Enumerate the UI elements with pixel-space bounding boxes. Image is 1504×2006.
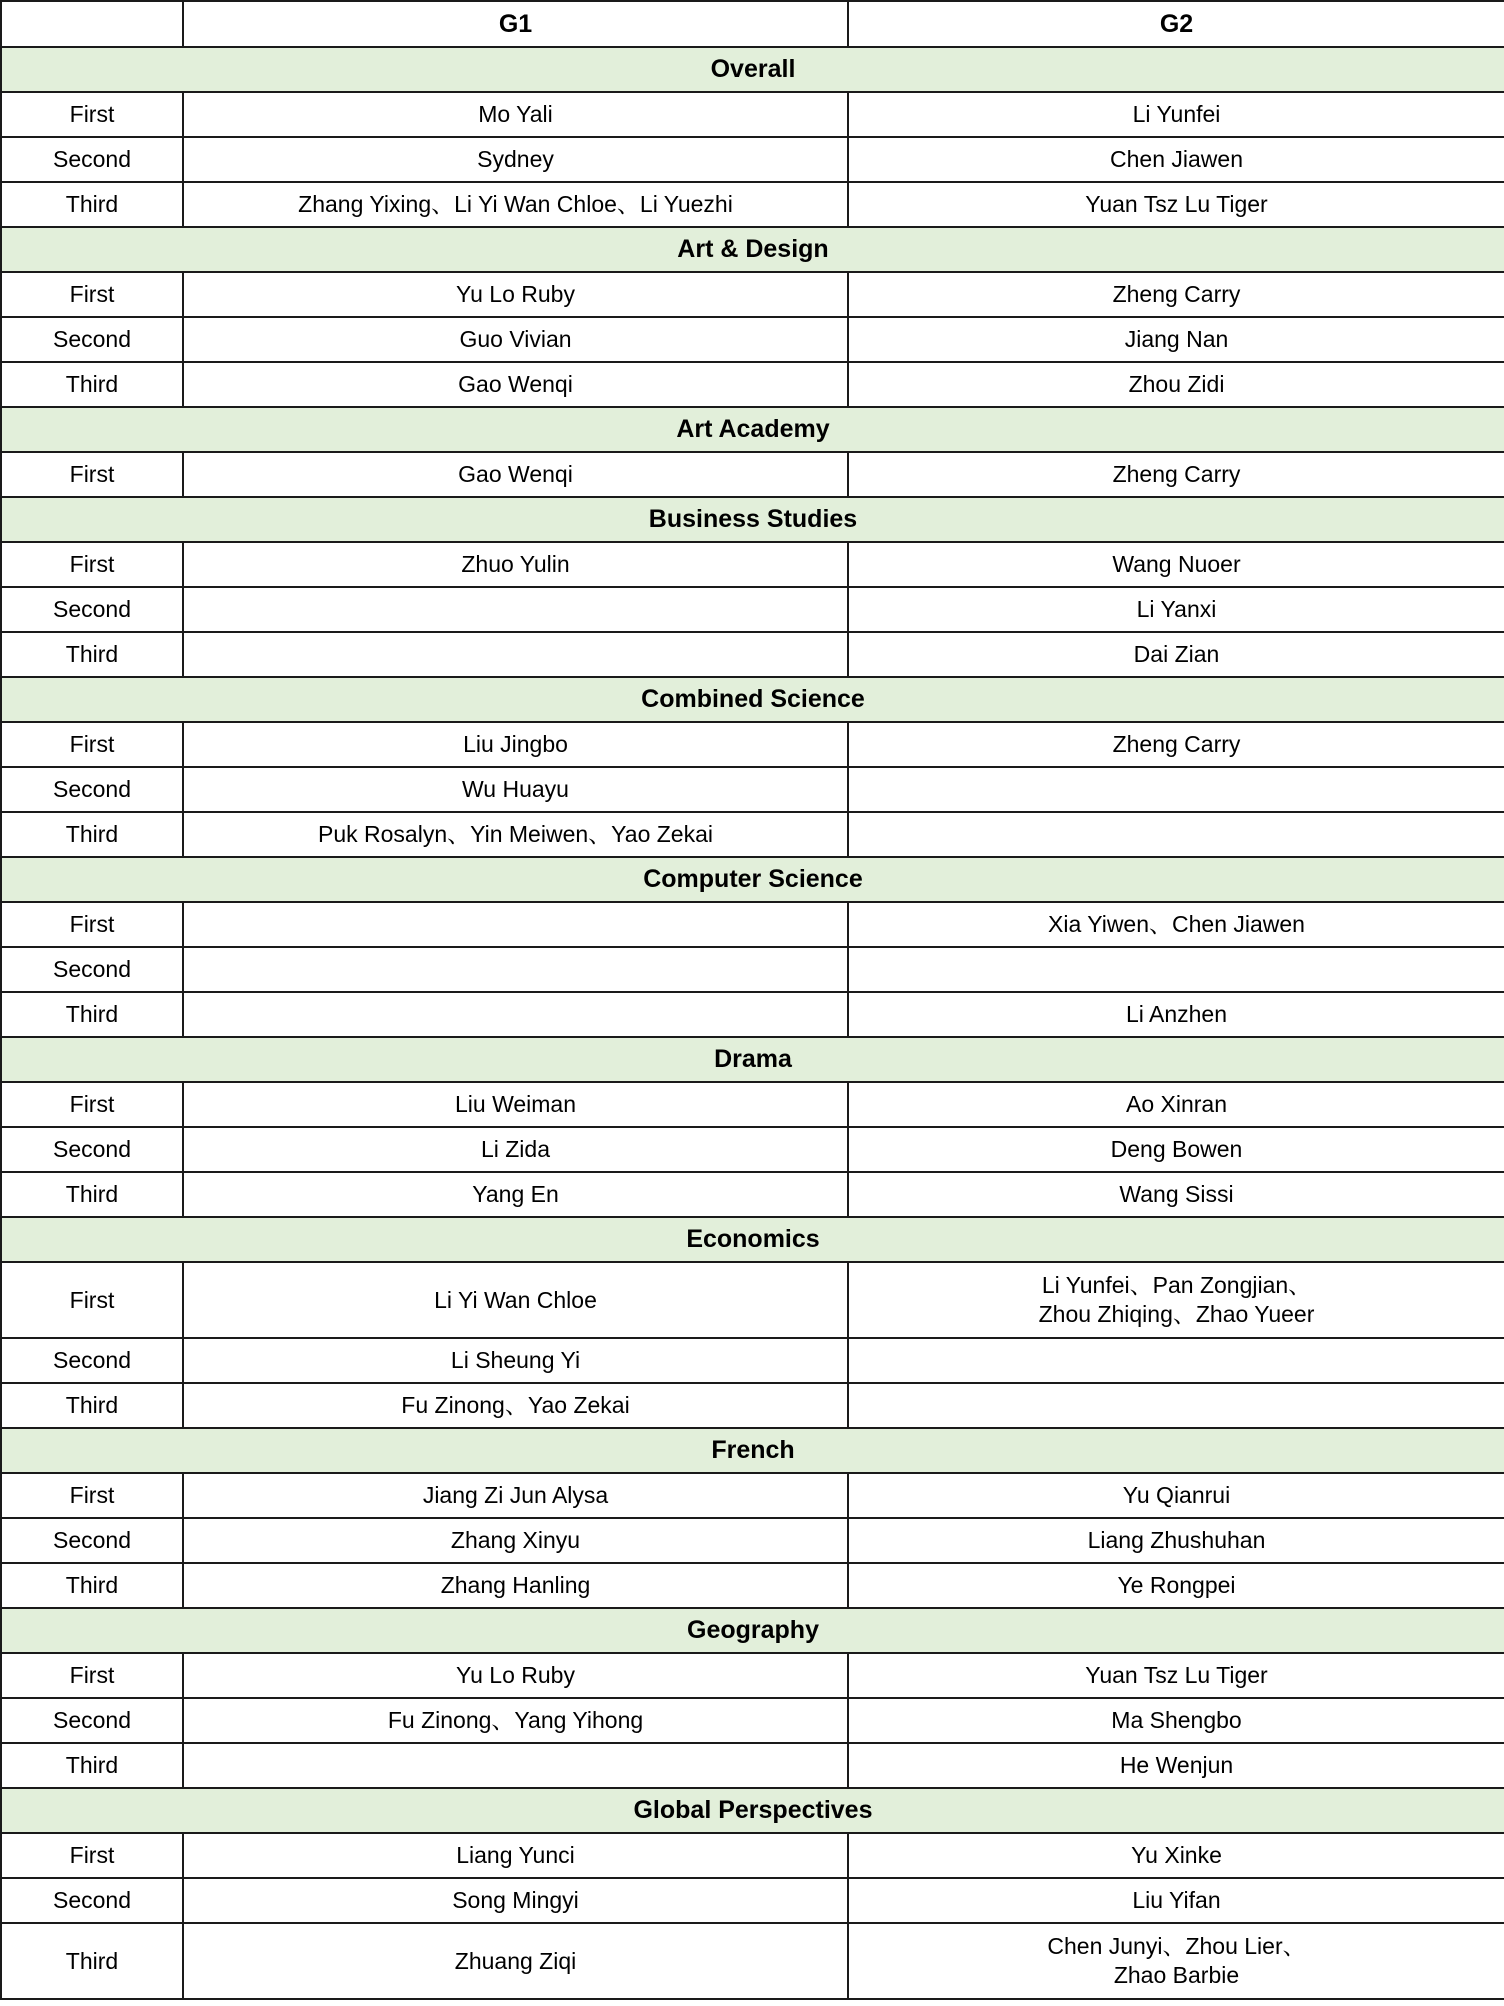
rank-cell: Third [1,1743,183,1788]
award-row [1,1338,1504,1383]
category-row [1,1217,1504,1262]
g1-winners-cell: Liu Weiman [183,1082,848,1127]
award-row [1,632,1504,677]
rank-cell: Third [1,812,183,857]
g2-winners-cell: Jiang Nan [848,317,1504,362]
category-row [1,227,1504,272]
g2-winners-cell: Ma Shengbo [848,1698,1504,1743]
award-row [1,182,1504,227]
rank-cell: First [1,722,183,767]
g2-winners-cell: Ye Rongpei [848,1563,1504,1608]
g1-winners-cell: Yang En [183,1172,848,1217]
rank-cell: Second [1,767,183,812]
award-row [1,137,1504,182]
rank-cell: Second [1,587,183,632]
award-row [1,1923,1504,1999]
g2-winners-cell: Zheng Carry [848,722,1504,767]
header-row [1,1,1504,47]
rank-cell: Third [1,362,183,407]
award-row [1,92,1504,137]
award-row [1,767,1504,812]
rank-cell: Third [1,1172,183,1217]
g1-winners-cell: Zhuo Yulin [183,542,848,587]
g1-winners-cell [183,947,848,992]
category-row [1,677,1504,722]
header-g1-cell: G1 [183,1,848,47]
g2-winners-cell: Li Yanxi [848,587,1504,632]
rank-cell: Second [1,1518,183,1563]
g2-winners-cell: Ao Xinran [848,1082,1504,1127]
rank-cell: Third [1,1923,183,1999]
g2-winners-cell: Chen Jiawen [848,137,1504,182]
g1-winners-cell: Fu Zinong、Yang Yihong [183,1698,848,1743]
g2-winners-cell: Dai Zian [848,632,1504,677]
g1-winners-cell: Wu Huayu [183,767,848,812]
g1-winners-cell [183,992,848,1037]
g2-winners-cell [848,1383,1504,1428]
category-title: Art & Design [1,227,1504,272]
g1-winners-cell [183,632,848,677]
g2-winners-cell: Yu Xinke [848,1833,1504,1878]
g2-winners-cell: Wang Sissi [848,1172,1504,1217]
award-row [1,812,1504,857]
award-row [1,1698,1504,1743]
g2-winners-cell: Yuan Tsz Lu Tiger [848,1653,1504,1698]
rank-cell: First [1,272,183,317]
category-title: Geography [1,1608,1504,1653]
category-row [1,1788,1504,1833]
category-title: Drama [1,1037,1504,1082]
award-row [1,1082,1504,1127]
rank-cell: First [1,1473,183,1518]
g1-winners-cell: Puk Rosalyn、Yin Meiwen、Yao Zekai [183,812,848,857]
g1-winners-cell: Guo Vivian [183,317,848,362]
g1-winners-cell: Jiang Zi Jun Alysa [183,1473,848,1518]
g1-winners-cell: Fu Zinong、Yao Zekai [183,1383,848,1428]
g2-winners-cell: Zheng Carry [848,452,1504,497]
g1-winners-cell: Yu Lo Ruby [183,1653,848,1698]
category-title: Computer Science [1,857,1504,902]
rank-cell: Second [1,1127,183,1172]
g1-winners-cell [183,1743,848,1788]
g1-winners-cell: Zhang Xinyu [183,1518,848,1563]
g1-winners-cell: Gao Wenqi [183,452,848,497]
g1-winners-cell [183,587,848,632]
category-row [1,47,1504,92]
awards-table-body [1,1,1504,1999]
g2-winners-cell [848,1923,1504,1999]
category-row [1,1037,1504,1082]
g2-winners-cell: Zheng Carry [848,272,1504,317]
award-row [1,1518,1504,1563]
award-row [1,542,1504,587]
g1-winners-cell: Li Sheung Yi [183,1338,848,1383]
award-row [1,1383,1504,1428]
winner-line: Zhao Barbie [1113,1962,1240,1988]
header-g2-cell: G2 [848,1,1504,47]
award-row [1,587,1504,632]
category-row [1,497,1504,542]
g1-winners-cell: Li Yi Wan Chloe [183,1262,848,1338]
g1-winners-cell: Song Mingyi [183,1878,848,1923]
g2-winners-cell [848,812,1504,857]
rank-cell: First [1,92,183,137]
rank-cell: Third [1,182,183,227]
award-row [1,1127,1504,1172]
award-row [1,1653,1504,1698]
g1-winners-cell: Li Zida [183,1127,848,1172]
category-title: Economics [1,1217,1504,1262]
g1-winners-cell: Sydney [183,137,848,182]
award-row [1,1262,1504,1338]
rank-cell: First [1,542,183,587]
award-row [1,1833,1504,1878]
award-row [1,317,1504,362]
rank-cell: First [1,452,183,497]
rank-cell: First [1,1262,183,1338]
g1-winners-cell: Mo Yali [183,92,848,137]
rank-cell: Second [1,137,183,182]
g1-winners-cell [183,902,848,947]
rank-cell: First [1,1653,183,1698]
rank-cell: Second [1,1698,183,1743]
rank-cell: First [1,902,183,947]
category-title: Global Perspectives [1,1788,1504,1833]
category-title: Art Academy [1,407,1504,452]
g2-winners-cell: Liu Yifan [848,1878,1504,1923]
category-title: French [1,1428,1504,1473]
g1-winners-cell: Gao Wenqi [183,362,848,407]
category-row [1,857,1504,902]
rank-cell: Second [1,947,183,992]
category-title: Combined Science [1,677,1504,722]
g2-winners-cell: Yuan Tsz Lu Tiger [848,182,1504,227]
rank-cell: Third [1,632,183,677]
award-row [1,1172,1504,1217]
g1-winners-cell: Liu Jingbo [183,722,848,767]
g2-winners-cell: Liang Zhushuhan [848,1518,1504,1563]
award-row [1,1878,1504,1923]
g1-winners-cell: Zhuang Ziqi [183,1923,848,1999]
award-row [1,992,1504,1037]
award-row [1,452,1504,497]
g2-winners-cell: Li Anzhen [848,992,1504,1037]
award-row [1,272,1504,317]
award-row [1,362,1504,407]
winner-line: Chen Junyi、Zhou Lier、 [1047,1933,1306,1959]
category-row [1,1608,1504,1653]
g2-winners-cell: He Wenjun [848,1743,1504,1788]
g1-winners-cell: Zhang Yixing、Li Yi Wan Chloe、Li Yuezhi [183,182,848,227]
g1-winners-cell: Liang Yunci [183,1833,848,1878]
award-row [1,1743,1504,1788]
g2-winners-cell: Wang Nuoer [848,542,1504,587]
g2-winners-cell [848,1262,1504,1338]
award-row [1,1473,1504,1518]
rank-cell: Third [1,1563,183,1608]
category-title: Overall [1,47,1504,92]
award-row [1,947,1504,992]
category-row [1,1428,1504,1473]
rank-cell: First [1,1082,183,1127]
award-row [1,1563,1504,1608]
rank-cell: Second [1,1338,183,1383]
g2-winners-cell: Yu Qianrui [848,1473,1504,1518]
rank-cell: Third [1,992,183,1037]
g2-winners-cell: Zhou Zidi [848,362,1504,407]
rank-cell: Third [1,1383,183,1428]
g2-winners-cell: Xia Yiwen、Chen Jiawen [848,902,1504,947]
category-title: Business Studies [1,497,1504,542]
rank-cell: Second [1,1878,183,1923]
g2-winners-cell: Li Yunfei [848,92,1504,137]
g2-winners-cell [848,947,1504,992]
rank-cell: Second [1,317,183,362]
g1-winners-cell: Yu Lo Ruby [183,272,848,317]
g2-winners-cell: Deng Bowen [848,1127,1504,1172]
award-row [1,902,1504,947]
rank-cell: First [1,1833,183,1878]
award-row [1,722,1504,767]
g2-winners-cell [848,767,1504,812]
winner-line: Zhou Zhiqing、Zhao Yueer [1038,1301,1315,1327]
g1-winners-cell: Zhang Hanling [183,1563,848,1608]
header-rank-cell [1,1,183,47]
category-row [1,407,1504,452]
g2-winners-cell [848,1338,1504,1383]
winner-line: Li Yunfei、Pan Zongjian、 [1041,1272,1312,1298]
